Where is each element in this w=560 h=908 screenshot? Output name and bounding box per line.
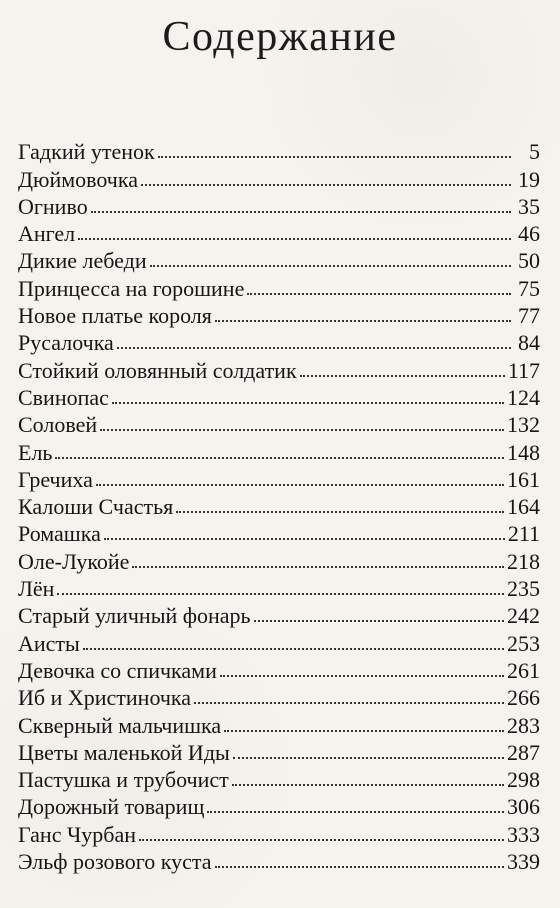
- dot-leader: [158, 156, 511, 158]
- dot-leader: [57, 593, 504, 595]
- dot-leader: [233, 757, 504, 759]
- toc-entry: [18, 274, 540, 301]
- toc-entry: [18, 247, 540, 274]
- toc-entry: [18, 165, 540, 192]
- dot-leader: [220, 675, 504, 677]
- toc-entry: [18, 766, 540, 793]
- toc-entry-title: Старый уличный фонарь: [18, 603, 251, 629]
- toc-page-number: 75: [518, 275, 540, 301]
- dot-leader: [150, 265, 511, 267]
- toc-entry-title: Аисты: [18, 630, 80, 656]
- dot-leader: [100, 429, 504, 431]
- dot-leader: [141, 184, 511, 186]
- toc-page-number: 124: [507, 384, 540, 410]
- toc-entry: [18, 384, 540, 411]
- toc-page-number: 283: [507, 712, 540, 738]
- dot-leader: [232, 784, 504, 786]
- toc-page-number: 84: [518, 330, 540, 356]
- toc-page-number: 117: [507, 357, 540, 383]
- toc-entry-title: Дорожный товарищ: [18, 794, 205, 820]
- toc-entry-title: Дюймовочка: [18, 166, 138, 192]
- toc-entry: [18, 466, 540, 493]
- toc-page-number: 211: [507, 521, 540, 547]
- toc-entry: [18, 793, 540, 820]
- dot-leader: [91, 211, 511, 213]
- toc-entry: [18, 138, 540, 165]
- dot-leader: [215, 320, 511, 322]
- toc-page-number: 77: [518, 303, 540, 329]
- toc-page-number: 218: [507, 548, 540, 574]
- toc-entry-title: Ганс Чурбан: [18, 821, 137, 847]
- toc-entry-title: Свинопас: [18, 384, 109, 410]
- toc-entry: [18, 220, 540, 247]
- toc-page-number: 161: [507, 466, 540, 492]
- toc-page-number: 235: [507, 576, 540, 602]
- toc-page-number: 298: [507, 767, 540, 793]
- toc-entry-title: Дикие лебеди: [18, 248, 147, 274]
- dot-leader: [55, 457, 504, 459]
- toc-entry-title: Скверный мальчишка: [18, 712, 222, 738]
- dot-leader: [215, 866, 504, 868]
- toc-entry-title: Лён: [18, 576, 55, 602]
- toc-page-number: 266: [507, 685, 540, 711]
- toc-entry-title: Ромашка: [18, 521, 101, 547]
- toc-page-number: 261: [507, 657, 540, 683]
- toc-entry-title: Соловей: [18, 412, 98, 438]
- toc-page-number: 306: [507, 794, 540, 820]
- dot-leader: [96, 484, 504, 486]
- dot-leader: [194, 702, 504, 704]
- dot-leader: [207, 811, 504, 813]
- toc-page-number: 253: [507, 630, 540, 656]
- toc-entry: [18, 329, 540, 356]
- toc-entry-title: Пастушка и трубочист: [18, 767, 229, 793]
- toc-entry: [18, 820, 540, 847]
- toc-entry: [18, 411, 540, 438]
- toc-entry: [18, 657, 540, 684]
- toc-page-number: 35: [518, 193, 540, 219]
- toc-entry: [18, 193, 540, 220]
- toc-page-number: 50: [518, 248, 540, 274]
- toc-page-number: 164: [507, 494, 540, 520]
- toc-entry-title: Русалочка: [18, 330, 114, 356]
- toc-entry-title: Цветы маленькой Иды: [18, 739, 230, 765]
- dot-leader: [254, 620, 504, 622]
- toc-entry: [18, 356, 540, 383]
- toc-entry: [18, 602, 540, 629]
- toc-page-number: 46: [518, 221, 540, 247]
- toc-entry: [18, 629, 540, 656]
- toc-entry: [18, 848, 540, 875]
- toc-entry: [18, 547, 540, 574]
- toc-entry-title: Оле-Лукойе: [18, 548, 130, 574]
- toc-entry-title: Новое платье короля: [18, 303, 212, 329]
- toc-entry-title: Иб и Христиночка: [18, 685, 192, 711]
- dot-leader: [132, 566, 504, 568]
- toc-entry: [18, 520, 540, 547]
- toc-page-number: 287: [507, 739, 540, 765]
- toc-page-number: 148: [507, 439, 540, 465]
- toc-entry-title: Калоши Счастья: [18, 494, 174, 520]
- toc-entry: [18, 739, 540, 766]
- toc-entry: [18, 302, 540, 329]
- toc-entry: [18, 684, 540, 711]
- dot-leader: [83, 648, 504, 650]
- toc-entry: [18, 711, 540, 738]
- toc-entry-title: Ель: [18, 439, 53, 465]
- toc-entry-title: Девочка со спичками: [18, 657, 217, 683]
- dot-leader: [176, 511, 504, 513]
- toc-page-number: 333: [507, 821, 540, 847]
- dot-leader: [112, 402, 504, 404]
- dot-leader: [104, 538, 505, 540]
- dot-leader: [117, 347, 511, 349]
- toc-entry-title: Гадкий утенок: [18, 139, 155, 165]
- dot-leader: [300, 375, 505, 377]
- toc-entry: [18, 493, 540, 520]
- toc-entry-title: Огниво: [18, 193, 88, 219]
- table-of-contents: [18, 138, 540, 875]
- page-title: Содержание: [162, 14, 398, 60]
- toc-page-number: 5: [529, 139, 540, 165]
- toc-entry-title: Ангел: [18, 221, 76, 247]
- toc-entry-title: Гречиха: [18, 466, 93, 492]
- toc-entry-title: Эльф розового куста: [18, 849, 212, 875]
- toc-entry: [18, 575, 540, 602]
- toc-entry-title: Принцесса на горошине: [18, 275, 245, 301]
- toc-entry-title: Стойкий оловянный солдатик: [18, 357, 297, 383]
- dot-leader: [78, 238, 511, 240]
- toc-page-number: 339: [507, 849, 540, 875]
- toc-page-number: 242: [507, 603, 540, 629]
- dot-leader: [247, 293, 511, 295]
- dot-leader: [139, 839, 504, 841]
- toc-page-number: 132: [507, 412, 540, 438]
- toc-page-number: 19: [518, 166, 540, 192]
- dot-leader: [224, 730, 504, 732]
- toc-entry: [18, 438, 540, 465]
